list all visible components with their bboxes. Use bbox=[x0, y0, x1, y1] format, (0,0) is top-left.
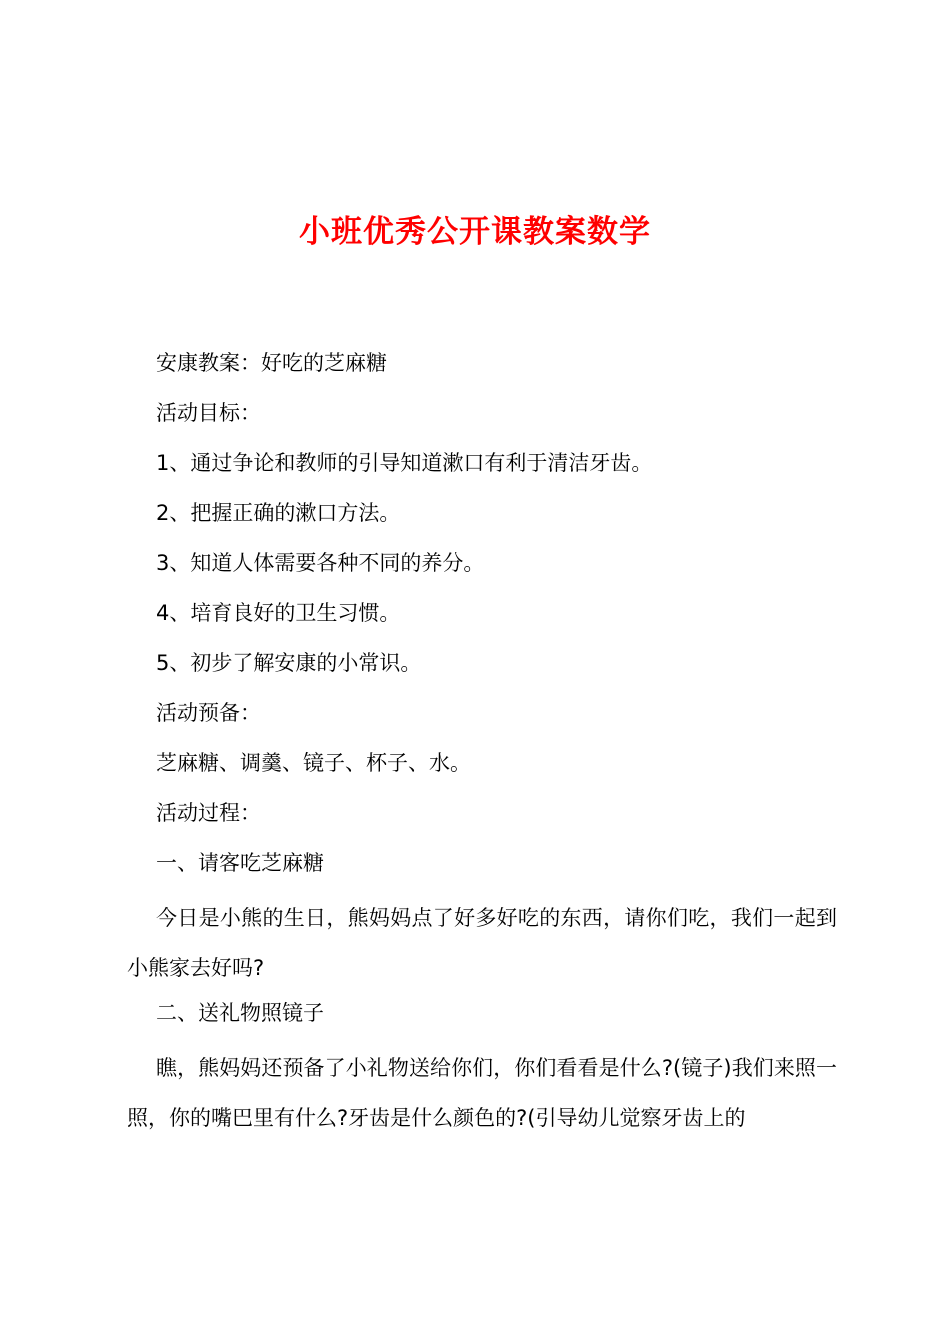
lesson-plan-name: 安康教案：好吃的芝麻糖 bbox=[156, 351, 387, 375]
section-2-heading: 二、送礼物照镜子 bbox=[156, 1001, 324, 1025]
goal-item-2: 2、把握正确的漱口方法。 bbox=[156, 501, 401, 525]
activity-process-heading: 活动过程： bbox=[156, 801, 261, 825]
activity-preparation-heading: 活动预备： bbox=[156, 701, 261, 725]
document-body bbox=[127, 343, 837, 1143]
goal-item-4: 4、培育良好的卫生习惯。 bbox=[156, 601, 401, 625]
activity-goals-heading: 活动目标： bbox=[156, 401, 261, 425]
section-1-heading: 一、请客吃芝麻糖 bbox=[156, 851, 324, 875]
section-2-paragraph: 瞧，熊妈妈还预备了小礼物送给你们，你们看看是什么?(镜子)我们来照一照，你的嘴巴里有什么?牙齿是什么颜色的?(引导幼儿觉察牙齿上的 bbox=[127, 1056, 837, 1130]
goal-item-3: 3、知道人体需要各种不同的养分。 bbox=[156, 551, 485, 575]
goal-item-1: 1、通过争论和教师的引导知道漱口有利于清洁牙齿。 bbox=[156, 451, 653, 475]
preparation-materials: 芝麻糖、调羹、镜子、杯子、水。 bbox=[156, 751, 471, 775]
document-title: 小班优秀公开课教案数学 bbox=[299, 214, 651, 250]
goal-item-5: 5、初步了解安康的小常识。 bbox=[156, 651, 422, 675]
section-1-paragraph: 今日是小熊的生日，熊妈妈点了好多好吃的东西，请你们吃，我们一起到小熊家去好吗? bbox=[127, 906, 837, 980]
